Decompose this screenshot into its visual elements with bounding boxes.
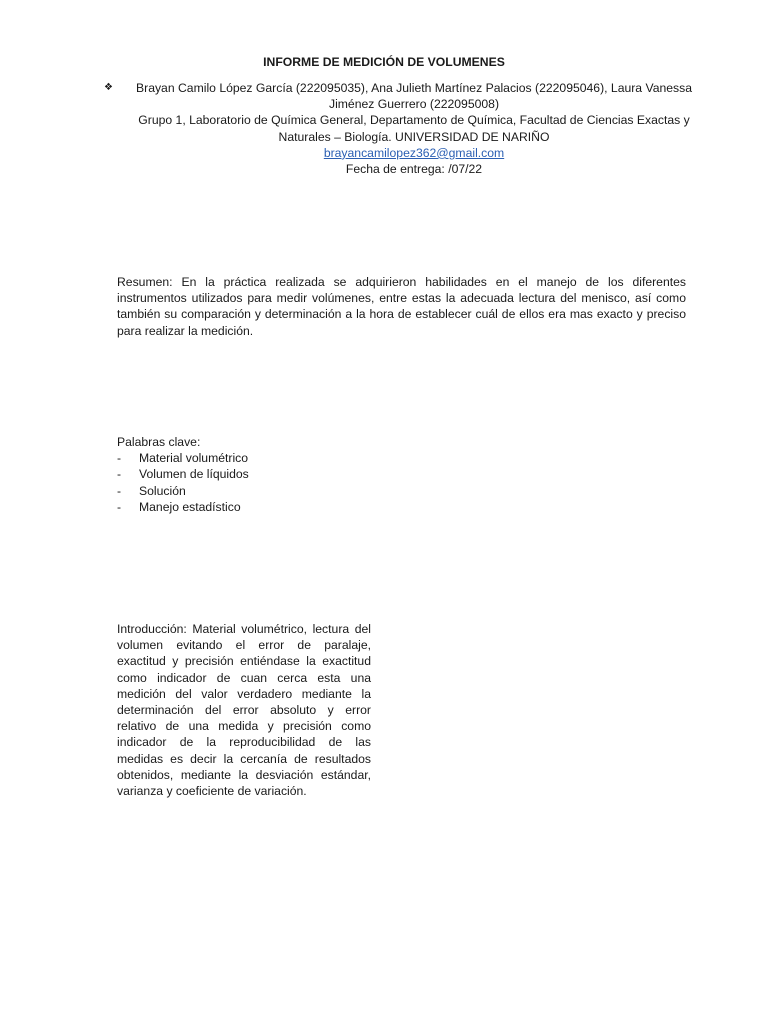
keywords-section bbox=[117, 434, 517, 515]
email-line bbox=[104, 145, 704, 161]
diamond-bullet-icon: ❖ bbox=[104, 82, 113, 93]
affiliation-line-2: Naturales – Biología. UNIVERSIDAD DE NARIÑO bbox=[278, 129, 550, 144]
authors-line-1: Brayan Camilo López García (222095035), Ana Julieth Martínez Palacios (222095046), Laura Vanessa bbox=[136, 81, 692, 95]
document-title: INFORME DE MEDICIÓN DE VOLUMENES bbox=[263, 55, 505, 69]
keyword-text: Manejo estadístico bbox=[139, 499, 241, 514]
introduction-paragraph: Introducción: Material volumétrico, lectura del volumen evitando el error de paralaje, exactitud y precisión entiéndase la exactitud como indicador de cuan cerca esta una medición del valor verdadero mediante la determinación del error absoluto y error relativo de una medida y precisión como indicador de la reproducibilidad de las medidas es decir la cercanía de resultados obtenidos, mediante la desviación estándar, varianza y coeficiente de variación. bbox=[117, 622, 371, 799]
delivery-date: Fecha de entrega: /07/22 bbox=[345, 162, 483, 177]
keyword-text: Solución bbox=[139, 483, 186, 498]
keywords-label: Palabras clave: bbox=[117, 435, 201, 449]
keyword-item bbox=[117, 483, 517, 499]
email-link[interactable]: brayancamilopez362@gmail.com bbox=[323, 145, 505, 160]
keyword-dash: - bbox=[117, 451, 122, 466]
keyword-item bbox=[117, 450, 517, 466]
keyword-dash: - bbox=[117, 467, 122, 482]
keyword-text: Volumen de líquidos bbox=[139, 467, 249, 482]
keyword-item bbox=[117, 466, 517, 482]
authors-block bbox=[104, 80, 704, 177]
abstract-paragraph: Resumen: En la práctica realizada se adquirieron habilidades en el manejo de los diferentes instrumentos utilizados para medir volúmenes, entre estas la adecuada lectura del menisco, así como también su comparación y determinación a la hora de establecer cuál de ellos era mas exacto y preciso para realizar la medición. bbox=[117, 275, 686, 338]
keyword-text: Material volumétrico bbox=[139, 451, 249, 466]
authors-line-2: Jiménez Guerrero (222095008) bbox=[328, 97, 500, 112]
keyword-dash: - bbox=[117, 483, 122, 498]
affiliation-line-1: Grupo 1, Laboratorio de Química General, Departamento de Química, Facultad de Ciencias Exactas y bbox=[138, 113, 690, 128]
keyword-dash: - bbox=[117, 499, 122, 514]
keyword-item bbox=[117, 499, 517, 515]
